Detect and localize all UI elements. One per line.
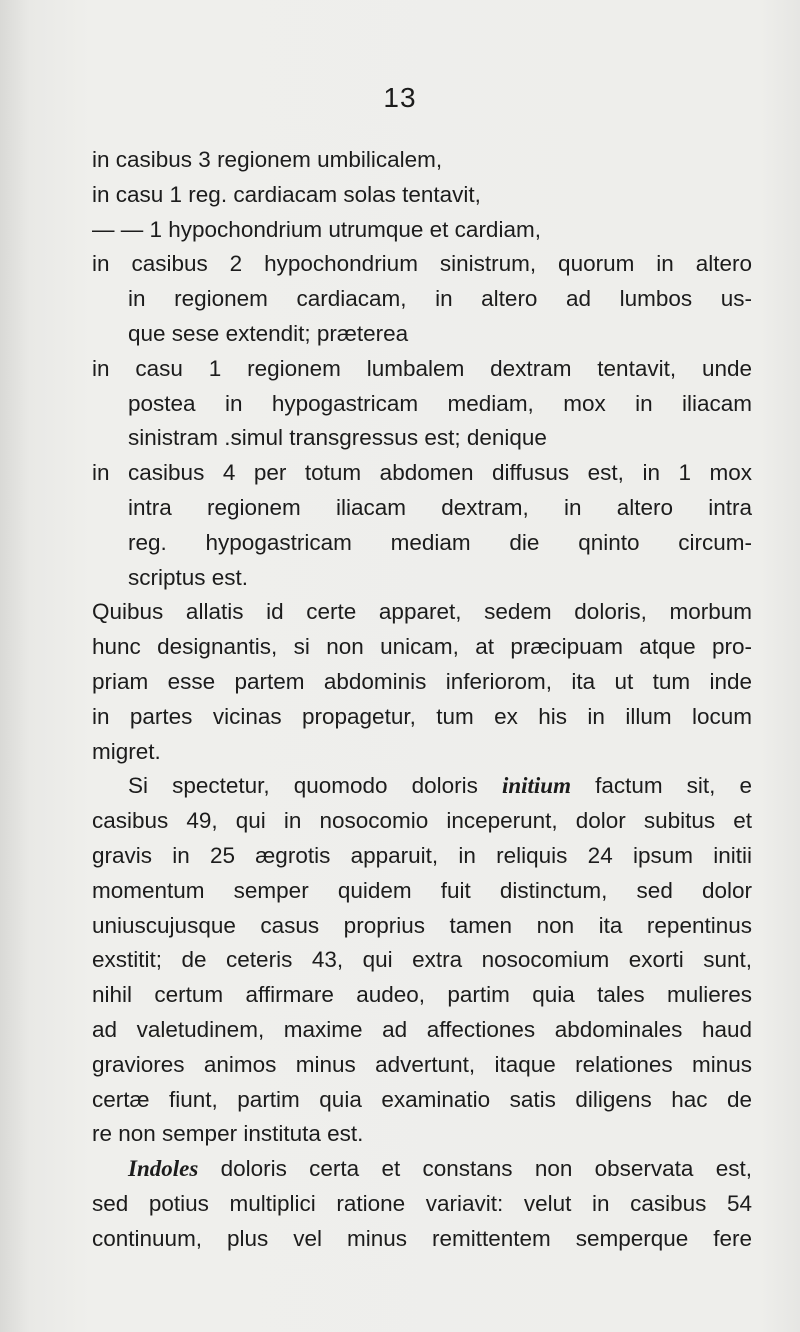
text-line: exstitit; de ceteris 43, qui extra nosocomium exorti sunt,: [92, 947, 752, 973]
text-line: [92, 1152, 752, 1187]
text-line: continuum, plus vel minus remittentem semperque fere: [92, 1225, 752, 1251]
text-line: scriptus est.: [128, 564, 249, 590]
text-line: migret.: [92, 738, 161, 764]
text-line: — — 1 hypochondrium utrumque et cardiam,: [92, 216, 541, 242]
text-line: nihil certum affirmare audeo, partim quia tales mulieres: [92, 982, 752, 1008]
text-line: ad valetudinem, maxime ad affectiones abdominales haud: [92, 1016, 752, 1042]
text-line: certæ fiunt, partim quia examinatio satis diligens hac de: [92, 1086, 752, 1112]
text-line: in casibus 3 regionem umbilicalem,: [92, 147, 443, 172]
text-line: momentum semper quidem fuit distinctum, sed dolor: [92, 877, 752, 903]
page-number: 13: [383, 82, 417, 113]
text-line: [92, 769, 752, 804]
text-line: uniuscujusque casus proprius tamen non ita repentinus: [92, 912, 752, 938]
text-line: gravis in 25 ægrotis apparuit, in reliquis 24 ipsum initii: [92, 842, 752, 868]
text-line: in regionem cardiacam, in altero ad lumbos us-: [128, 286, 752, 312]
text-line: intra regionem iliacam dextram, in altero intra: [128, 494, 752, 520]
text-line: in casibus 4 per totum abdomen diffusus est, in 1 mox: [92, 460, 752, 486]
text-span: factum sit, e: [571, 773, 752, 799]
text-line: casibus 49, qui in nosocomio inceperunt, dolor subitus et: [92, 808, 752, 834]
text-line: sed potius multiplici ratione variavit: velut in casibus 54: [92, 1190, 752, 1216]
italic-term: initium: [501, 773, 571, 799]
text-line: in partes vicinas propagetur, tum ex his in illum locum: [92, 703, 752, 729]
text-line: re non semper instituta est.: [92, 1121, 364, 1147]
text-line: sinistram .simul transgressus est; denique: [128, 425, 547, 451]
text-line: Quibus allatis id certe apparet, sedem doloris, morbum: [92, 599, 752, 625]
text-span: Si spectetur, quomodo doloris: [128, 773, 502, 799]
text-line: graviores animos minus advertunt, itaque relationes minus: [92, 1051, 752, 1077]
text-line: reg. hypogastricam mediam die qninto circum-: [128, 529, 752, 555]
text-line: in casu 1 regionem lumbalem dextram tentavit, unde: [92, 355, 752, 381]
text-line: que sese extendit; præterea: [128, 320, 409, 346]
text-line: postea in hypogastricam mediam, mox in iliacam: [128, 390, 752, 416]
text-line: in casu 1 reg. cardiacam solas tentavit,: [92, 181, 481, 207]
text-span: doloris certa et constans non observata est,: [198, 1156, 752, 1182]
text-line: hunc designantis, si non unicam, at præcipuam atque pro-: [92, 634, 752, 660]
italic-term: Indoles: [128, 1156, 199, 1182]
text-line: priam esse partem abdominis inferiorom, ita ut tum inde: [92, 668, 752, 694]
text-line: in casibus 2 hypochondrium sinistrum, quorum in altero: [92, 251, 752, 277]
body-text: [92, 143, 752, 1257]
